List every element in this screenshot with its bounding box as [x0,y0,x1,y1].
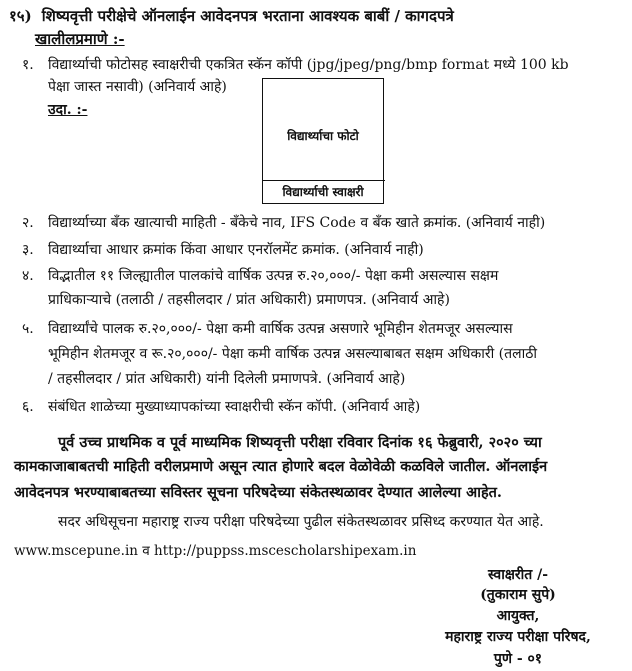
list-item-3 [22,240,424,259]
list-item-5 [22,319,513,338]
list-item-5-continued-2: / तहसीलदार / प्रांत अधिकारी) यांनी दिलेली प्रमाणपत्रे. (अनिवार्य आहे) [48,371,406,387]
website-links[interactable]: www.mscepune.in व http://puppss.mscescholarshipexam.in [14,543,417,559]
list-item-text: विद्यार्थ्याचा आधार क्रमांक किंवा आधार एनरॉलमेंट क्रमांक. (अनिवार्य नाही) [48,242,424,258]
notice-line-2: कामकाजाबाबतची माहिती वरीलप्रमाणे असून त्यात होणारे बदल वेळोवेळी कळविले जातील. ऑनलाईन [14,458,548,475]
list-item-number: ३. [22,242,34,258]
list-item-text: विद्यार्थ्याच्या बँक खात्याची माहिती - बँकेचे नाव, IFS Code व बँक खाते क्रमांक. (अनिवार्य नाही) [48,215,546,231]
section-heading-line1: शिष्यवृत्ती परीक्षेचे ऑनलाईन आवेदनपत्र भरताना आवश्यक बाबीं / कागदपत्रे [41,7,454,25]
section-number: १५) [9,7,32,25]
list-item-number: ५. [22,321,34,337]
list-item-1 [22,55,569,74]
list-item-text: विद्भातील ११ जिल्ह्यातील पालकांचे वार्षिक उत्पन्न रु.२०,०००/- पेक्षा कमी असल्यास सक्षम [48,268,499,284]
list-item-6 [22,397,420,416]
notice-line-3: आवेदनपत्र भरण्याबाबतच्या सविस्तर सूचना परिषदेच्या संकेतस्थळावर देण्यात आलेल्या आहेत. [14,484,502,501]
signatory-title: आयुक्त, [496,608,540,624]
signed-marker: स्वाक्षरीत /- [487,567,549,583]
list-item-text: विद्यार्थ्याची फोटोसह स्वाक्षरीची एकत्रित स्कॅन कॉपी (jpg/jpeg/png/bmp format मध्ये 100 kb [48,57,569,73]
list-item-number: ४. [22,268,34,284]
list-item-text: संबंधित शाळेच्या मुख्याध्यापकांच्या स्वाक्षरीची स्कॅन कॉपी. (अनिवार्य आहे) [48,399,421,415]
list-item-2 [22,213,545,232]
photo-placeholder-label: विद्यार्थ्याचा फोटो [287,129,359,143]
signatory-name: (तुकाराम सुपे) [480,587,556,603]
list-item-number: १. [22,57,34,73]
list-item-number: २. [22,215,34,231]
notice-line-1: पूर्व उच्च प्राथमिक व पूर्व माध्यमिक शिष्यवृत्ती परीक्षा रविवार दिनांक १६ फेब्रुवारी, २०२० च्या [58,434,542,451]
signature-placeholder-label: विद्यार्थ्याची स्वाक्षरी [262,180,385,205]
publish-note: सदर अधिसूचना महाराष्ट्र राज्य परीक्षा परिषदेच्या पुढील संकेतस्थळावर प्रसिध्द करण्यात येत आहे. [58,514,544,530]
list-item-text: विद्यार्थ्यांचे पालक रु.२०,०००/- पेक्षा कमी वार्षिक उत्पन्न असणारे भूमिहीन शेतमजूर असल्यास [48,321,513,337]
photo-signature-sample [262,78,384,204]
list-item-1-continued: पेक्षा जास्त नसावी) (अनिवार्य आहे) [48,79,227,95]
list-item-4-continued: प्राधिकाऱ्याचे (तलाठी / तहसीलदार / प्रांत अधिकारी) प्रमाणपत्र. (अनिवार्य आहे) [48,292,450,308]
section-heading-line2: खालीलप्रमाणे :- [35,30,125,48]
list-item-4 [22,266,498,285]
example-label: उदा. :- [48,102,88,118]
signatory-organization: महाराष्ट्र राज्य परीक्षा परिषद, [445,629,591,645]
signatory-place: पुणे - ०१ [493,651,543,667]
list-item-5-continued-1: भूमिहीन शेतमजूर व रू.२०,०००/- पेक्षा कमी वार्षिक उत्पन्न असल्याबाबत सक्षम अधिकारी (तलाठी [48,346,537,362]
section-heading [9,6,454,26]
list-item-number: ६. [22,399,34,415]
